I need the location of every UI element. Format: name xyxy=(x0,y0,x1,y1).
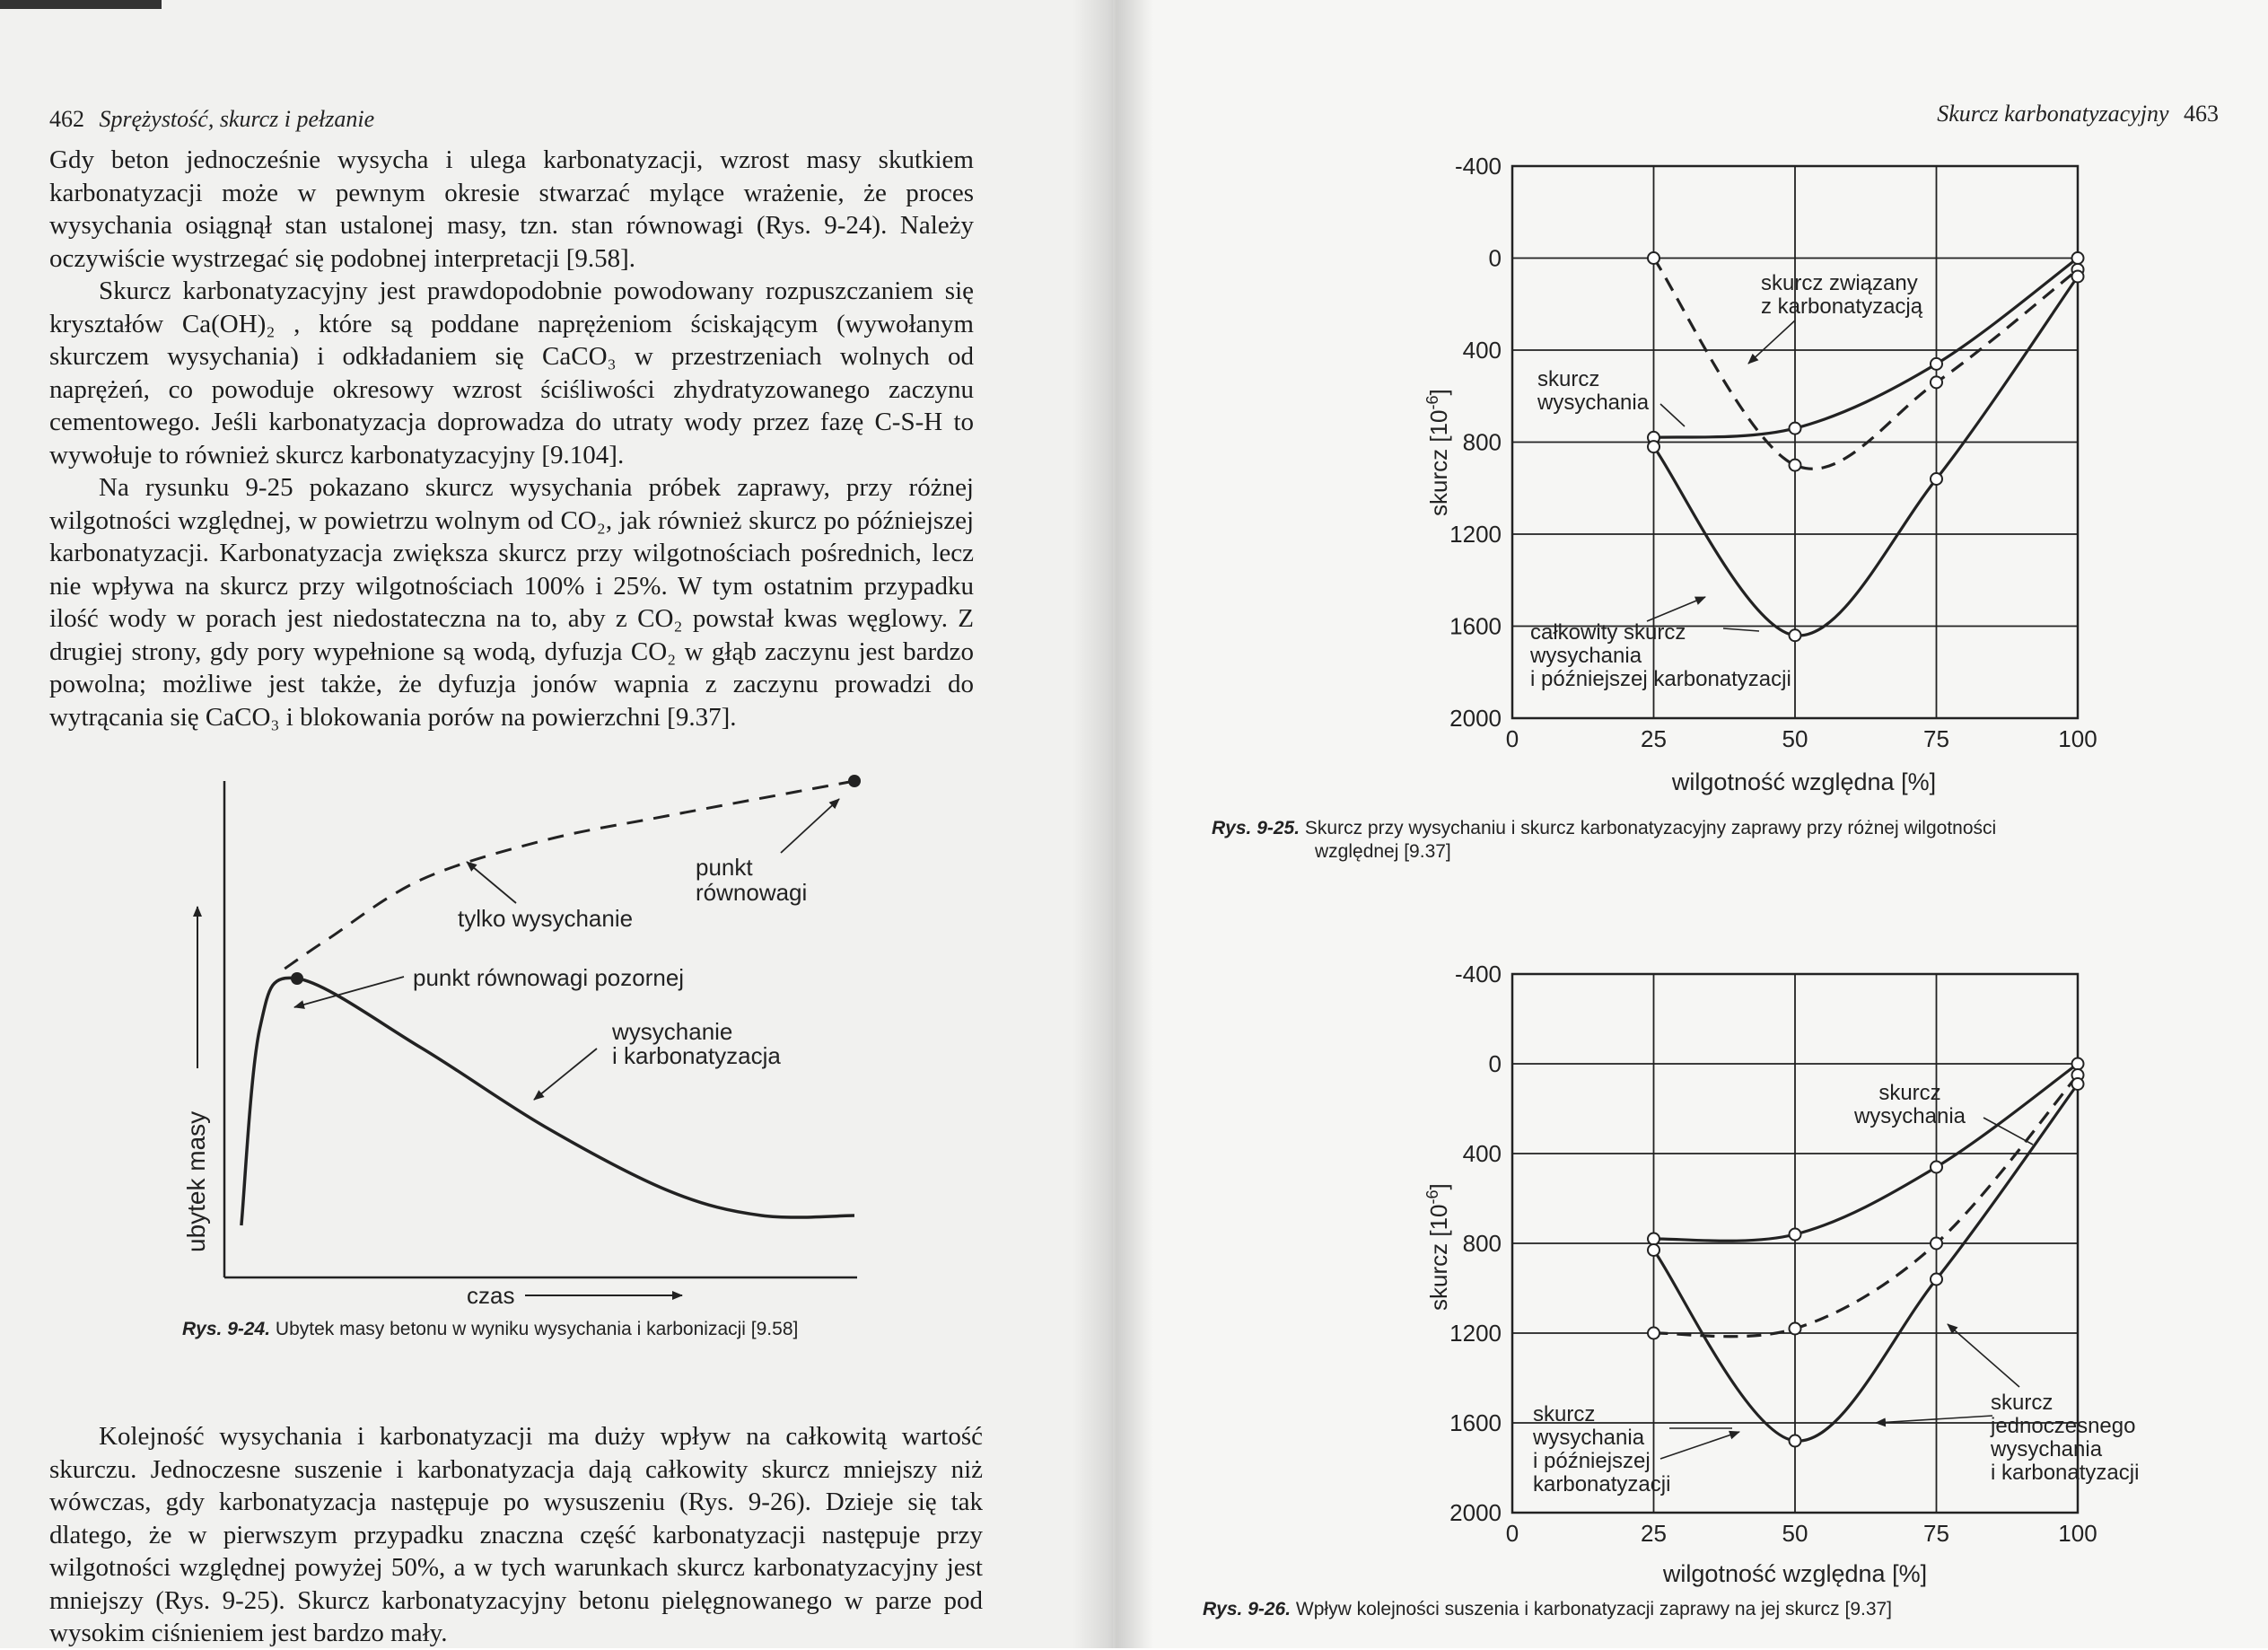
data-point xyxy=(1931,358,1942,370)
left-text-block-bottom xyxy=(49,1420,983,1650)
y-axis-label-exp: -6 xyxy=(1423,1189,1441,1205)
left-running-head xyxy=(49,106,374,133)
y-tick-labels xyxy=(1449,153,1502,732)
annotation-carbonation-1: skurcz związany xyxy=(1761,271,1918,295)
series-line xyxy=(1654,1064,2079,1241)
annotation-equilibrium-2: równowagi xyxy=(696,879,808,906)
paragraph: Kolejność wysychania i karbonatyzacji ma duży wpływ na całkowitą wartość skurczu. Jednoczesne suszenie i karbonatyzacja dają całkowity skurcz mniejszy niż wówczas, gdy karbonatyzacja następuje po wysuszeniu (Rys. 9-26). Dzieje się tak dlatego, że w pierwszym przypadku znaczna część karbonatyzacji następuje przy wilgotności względnej powyżej 50%, a w tych warunkach skurcz karbonatyzacyjny jest mniejszy (Rys. 9-25). Skurcz karbonatyzacyjny betonu pielęgnowanego w parze pod wysokim ciśnieniem jest bardzo mały. xyxy=(49,1422,983,1647)
y-tick-label: -400 xyxy=(1454,153,1502,180)
y-tick-label: -400 xyxy=(1454,961,1502,987)
annotation-drying-1: skurcz xyxy=(1537,367,1600,391)
data-point xyxy=(1931,1162,1942,1173)
right-page-number: 463 xyxy=(2184,101,2219,127)
annotation-drying-2: wysychania xyxy=(1853,1104,1966,1128)
series-line xyxy=(1654,276,2079,636)
right-running-title: Skurcz karbonatyzacyjny xyxy=(1937,101,2169,127)
fig25-caption xyxy=(1212,817,2244,864)
annotation-total-3: i późniejszej karbonatyzacji xyxy=(1530,667,1791,691)
y-axis-label xyxy=(1423,389,1452,516)
annotation-equilibrium-1: punkt xyxy=(696,854,753,881)
y-tick-label: 2000 xyxy=(1449,705,1502,732)
paragraph: Skurcz karbonatyzacyjny jest prawdopodobnie powodowany rozpuszczaniem się kryształów Ca(OH)₂ , które są poddane naprężeniom ściskającym (wywołanym skurczem wysychania) i odkładaniem się CaCO₃ w przestrzeniach wolnych od naprężeń, co powoduje okresowy wzrost ściśliwości zhydratyzowanego zaczynu cementowego. Jeśli karbonatyzacja doprowadza do utraty wody przez fazę C-S-H to wywołuje to również skurcz karbonatyzacyjny [9.104]. xyxy=(49,276,974,470)
y-tick-label: 1200 xyxy=(1449,1320,1502,1347)
y-axis-label xyxy=(1423,1183,1452,1311)
series-drying-and-carbonation xyxy=(241,978,854,1225)
left-page xyxy=(0,0,1113,1648)
data-point xyxy=(1790,629,1801,641)
marker-apparent-equilibrium xyxy=(291,972,303,985)
y-tick-label: 400 xyxy=(1462,337,1502,364)
annotation-drying-carbonation-1: wysychanie xyxy=(612,1018,733,1045)
annotation-drying-1: skurcz xyxy=(1878,1081,1941,1105)
data-point xyxy=(1790,1435,1801,1447)
data-point xyxy=(1790,1323,1801,1335)
annotation-sequential-3: i późniejszej xyxy=(1533,1449,1651,1473)
paragraph: Gdy beton jednocześnie wysycha i ulega karbonatyzacji, wzrost masy skutkiem karbonatyzacji może w pewnym okresie stwarzać mylące wrażenie, że proces wysychania osiągnął stan ustalonej masy, tzn. stan równowagi (Rys. 9-24). Należy oczywiście wystrzegać się podobnej interpretacji [9.58]. xyxy=(49,145,974,273)
y-tick-label: 0 xyxy=(1488,244,1502,272)
data-point xyxy=(1790,423,1801,434)
annotation-sequential-4: karbonatyzacji xyxy=(1533,1472,1671,1496)
y-axis-label-main: skurcz [10 xyxy=(1425,409,1452,516)
x-axis-label: wilgotność względna [%] xyxy=(1662,1560,1928,1587)
marker-equilibrium xyxy=(848,775,861,787)
fig26-caption-text: Wpływ kolejności suszenia i karbonatyzacji zaprawy na jej skurcz [9.37] xyxy=(1295,1599,1893,1619)
data-point xyxy=(1648,441,1659,452)
fig25-caption-text-2: względnej [9.37] xyxy=(1315,841,1451,862)
data-point xyxy=(1931,1238,1942,1250)
fig26-caption xyxy=(1203,1598,1892,1621)
y-tick-label: 1200 xyxy=(1449,521,1502,548)
data-point xyxy=(1931,473,1942,485)
annotation-total-1: całkowity skurcz xyxy=(1530,620,1686,645)
data-point xyxy=(1790,460,1801,471)
annotation-arrow xyxy=(781,799,839,853)
x-tick-labels xyxy=(1506,725,2097,752)
annotation-sequential-2: wysychania xyxy=(1533,1426,1645,1450)
data-point xyxy=(1931,376,1942,388)
annotation-arrow xyxy=(1660,404,1685,426)
annotation-arrow xyxy=(1647,597,1705,621)
fig26-caption-label: Rys. 9-26. xyxy=(1203,1599,1292,1619)
x-tick-label: 75 xyxy=(1923,1520,1949,1547)
data-point xyxy=(2072,252,2084,264)
x-tick-label: 25 xyxy=(1641,725,1667,752)
data-point xyxy=(1790,1229,1801,1241)
fig25-caption-text-1: Skurcz przy wysychaniu i skurcz karbonatyzacyjny zaprawy przy różnej wilgotności xyxy=(1304,818,1997,838)
y-axis-label: ubytek masy xyxy=(182,1110,210,1252)
left-running-title: Sprężystość, skurcz i pełzanie xyxy=(99,106,375,132)
y-tick-label: 800 xyxy=(1462,1230,1502,1257)
left-text-block-top xyxy=(49,144,974,733)
annotation-simultaneous-2: jednoczesnego xyxy=(1991,1414,2136,1438)
y-tick-label: 800 xyxy=(1462,428,1502,456)
annotation-only-drying: tylko wysychanie xyxy=(458,905,634,932)
x-axis-label: wilgotność względna [%] xyxy=(1671,768,1937,795)
annotation-carbonation-2: z karbonatyzacją xyxy=(1761,294,1923,319)
data-point xyxy=(1648,1233,1659,1245)
data-point xyxy=(2072,1078,2084,1090)
data-point xyxy=(2072,1058,2084,1070)
y-axis-label-main: skurcz [10 xyxy=(1425,1204,1452,1311)
data-point xyxy=(1931,1274,1942,1286)
x-tick-label: 0 xyxy=(1505,725,1519,752)
y-axis-label-end: ] xyxy=(1425,1183,1452,1190)
x-tick-label: 25 xyxy=(1641,1520,1667,1547)
figure-9-25 xyxy=(1373,148,2217,803)
annotation-sequential-1: skurcz xyxy=(1533,1402,1596,1426)
series-line xyxy=(1654,1084,2079,1442)
x-tick-label: 0 xyxy=(1505,1520,1519,1547)
fig24-caption-label: Rys. 9-24. xyxy=(182,1319,271,1339)
right-page xyxy=(1113,0,2268,1648)
x-axis-label: czas xyxy=(467,1282,515,1309)
x-tick-label: 50 xyxy=(1782,1520,1808,1547)
data-point xyxy=(2072,271,2084,283)
annotation-drying-2: wysychania xyxy=(1537,391,1650,415)
annotation-arrow xyxy=(1723,628,1759,631)
data-point xyxy=(1648,1328,1659,1339)
annotation-arrow xyxy=(467,862,516,903)
annotation-simultaneous-4: i karbonatyzacji xyxy=(1991,1461,2140,1485)
scan-edge xyxy=(0,0,162,9)
y-tick-label: 2000 xyxy=(1449,1499,1502,1526)
annotation-simultaneous-3: wysychania xyxy=(1991,1437,2103,1461)
annotation-apparent-equilibrium: punkt równowagi pozornej xyxy=(413,964,685,991)
annotation-arrow xyxy=(1660,1432,1739,1459)
figure-9-24 xyxy=(162,772,880,1311)
left-page-number: 462 xyxy=(49,106,84,132)
x-tick-labels xyxy=(1506,1520,2097,1547)
x-tick-label: 100 xyxy=(2058,1520,2097,1547)
data-point xyxy=(1648,1244,1659,1256)
y-axis-label-end: ] xyxy=(1425,389,1452,396)
data-point xyxy=(1648,252,1659,264)
annotation-total-2: wysychania xyxy=(1530,644,1642,668)
y-tick-label: 1600 xyxy=(1449,612,1502,640)
annotation-simultaneous-1: skurcz xyxy=(1991,1391,2053,1415)
annotation-arrow xyxy=(534,1049,597,1100)
annotation-arrow xyxy=(1748,320,1795,364)
fig24-caption xyxy=(182,1318,798,1341)
y-tick-labels xyxy=(1449,961,1502,1526)
fig24-caption-text: Ubytek masy betonu w wyniku wysychania i karbonizacji [9.58] xyxy=(275,1319,799,1339)
annotation-drying-carbonation-2: i karbonatyzacja xyxy=(612,1042,781,1069)
fig25-caption-label: Rys. 9-25. xyxy=(1212,818,1300,838)
y-tick-label: 0 xyxy=(1488,1050,1502,1077)
y-tick-label: 1600 xyxy=(1449,1409,1502,1436)
y-axis-label-exp: -6 xyxy=(1423,395,1441,410)
x-tick-label: 100 xyxy=(2058,725,2097,752)
series-only-drying xyxy=(285,781,854,969)
x-tick-label: 75 xyxy=(1923,725,1949,752)
paragraph: Na rysunku 9-25 pokazano skurcz wysychania próbek zaprawy, przy różnej wilgotności względnej, w powietrzu wolnym od CO₂, jak również skurcz po późniejszej karbonatyzacji. Karbonatyzacja zwiększa skurcz przy wilgotnościach pośrednich, lecz nie wpływa na skurcz przy wilgotnościach 100% i 25%. W tym ostatnim przypadku ilość wody w porach jest niedostateczna na to, aby z CO₂ powstał kwas węglowy. Z drugiej strony, gdy pory wypełnione są wodą, dyfuzja CO₂ w głąb zaczynu jest bardzo powolna; możliwe jest także, że dyfuzja jonów wapnia z zaczynu prowadzi do wytrącania się CaCO₃ i blokowania porów na powierzchni [9.37]. xyxy=(49,473,974,732)
right-running-head xyxy=(1937,101,2219,127)
x-tick-label: 50 xyxy=(1782,725,1808,752)
figure-9-26 xyxy=(1373,956,2217,1602)
annotation-arrow xyxy=(1876,1416,1992,1423)
y-tick-label: 400 xyxy=(1462,1140,1502,1167)
